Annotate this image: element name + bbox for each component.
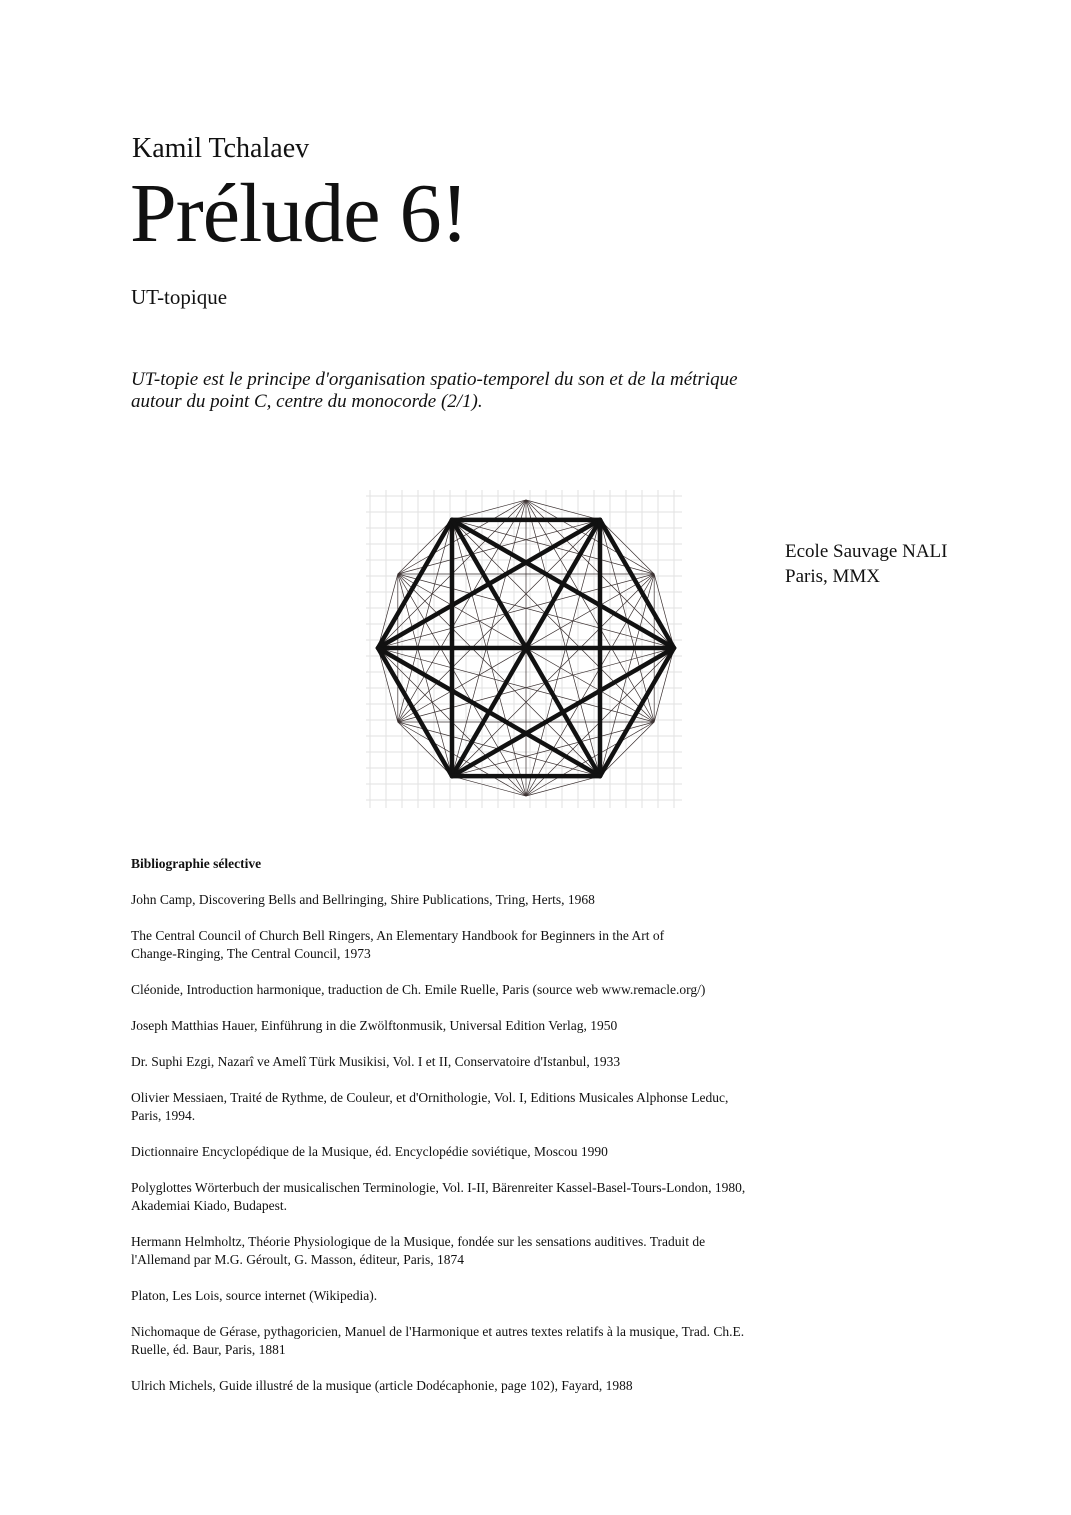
bibliography-entry bbox=[131, 1377, 861, 1395]
bibliography-entry-line: Ulrich Michels, Guide illustré de la musique (article Dodécaphonie, page 102), Fayard, 1988 bbox=[131, 1378, 633, 1393]
intro-line: UT-topie est le principe d'organisation spatio-temporel du son et de la métrique bbox=[131, 369, 738, 390]
bibliography-entry bbox=[131, 1053, 861, 1071]
school-place-date: Paris, MMX bbox=[785, 566, 881, 587]
page-title: Prélude 6! bbox=[130, 167, 468, 260]
bibliography-entry-line: Cléonide, Introduction harmonique, traduction de Ch. Emile Ruelle, Paris (source web www.remacle.org/) bbox=[131, 982, 706, 997]
school-name: Ecole Sauvage NALI bbox=[785, 541, 948, 562]
bibliography-entry bbox=[131, 1323, 861, 1359]
bibliography-entry-line: Akademiai Kiado, Budapest. bbox=[131, 1198, 287, 1213]
bibliography-entry bbox=[131, 891, 861, 909]
bibliography-entry-line: The Central Council of Church Bell Ringers, An Elementary Handbook for Beginners in the Art of bbox=[131, 928, 665, 943]
thin-chord bbox=[526, 776, 600, 796]
bibliography-entry bbox=[131, 1233, 861, 1269]
bibliography-heading: Bibliographie sélective bbox=[131, 856, 262, 871]
bibliography-entry-line: Hermann Helmholtz, Théorie Physiologique de la Musique, fondée sur les sensations auditives. Traduit de bbox=[131, 1234, 706, 1249]
author-name: Kamil Tchalaev bbox=[132, 133, 310, 164]
intro-text bbox=[131, 369, 851, 413]
subtitle: UT-topique bbox=[131, 285, 228, 309]
school-info bbox=[785, 539, 948, 589]
bibliography-entry bbox=[131, 1143, 861, 1161]
bibliography-entry-line: Ruelle, éd. Baur, Paris, 1881 bbox=[131, 1342, 286, 1357]
bibliography-entry bbox=[131, 1179, 861, 1215]
bibliography-entry bbox=[131, 927, 861, 963]
bibliography-entry-line: Olivier Messiaen, Traité de Rythme, de Couleur, et d'Ornithologie, Vol. I, Editions Musicales Alphonse Leduc, bbox=[131, 1090, 729, 1105]
bibliography-entry bbox=[131, 1089, 861, 1125]
bibliography-entry bbox=[131, 981, 861, 999]
bibliography-entry-line: Dictionnaire Encyclopédique de la Musique, éd. Encyclopédie soviétique, Moscou 1990 bbox=[131, 1144, 608, 1159]
bibliography-entry-line: Platon, Les Lois, source internet (Wikipedia). bbox=[131, 1288, 378, 1303]
thin-chord bbox=[526, 500, 600, 520]
bibliography-entry-line: Polyglottes Wörterbuch der musicalischen Terminologie, Vol. I-II, Bärenreiter Kassel-Basel-Tours-London, 1980, bbox=[131, 1180, 746, 1195]
thin-chord bbox=[452, 776, 526, 796]
thin-chord bbox=[452, 500, 526, 520]
bibliography-entry-line: Nichomaque de Gérase, pythagoricien, Manuel de l'Harmonique et autres textes relatifs à la musique, Trad. Ch.E. bbox=[131, 1324, 745, 1339]
bibliography-entry bbox=[131, 1287, 861, 1305]
bibliography-entry-line: Change-Ringing, The Central Council, 1973 bbox=[131, 946, 371, 961]
bibliography bbox=[131, 855, 861, 1413]
bibliography-entry-line: Dr. Suphi Ezgi, Nazarî ve Amelî Türk Musikisi, Vol. I et II, Conservatoire d'Istanbul, 1933 bbox=[131, 1054, 621, 1069]
bibliography-entry-line: Joseph Matthias Hauer, Einführung in die Zwölftonmusik, Universal Edition Verlag, 1950 bbox=[131, 1018, 618, 1033]
bibliography-entry-line: l'Allemand par M.G. Géroult, G. Masson, éditeur, Paris, 1874 bbox=[131, 1252, 464, 1267]
intro-line: autour du point C, centre du monocorde (2/1). bbox=[131, 391, 483, 412]
bibliography-entry-line: John Camp, Discovering Bells and Bellringing, Shire Publications, Tring, Herts, 1968 bbox=[131, 892, 595, 907]
dodecagon-diagram bbox=[366, 490, 682, 808]
bibliography-entry-line: Paris, 1994. bbox=[131, 1108, 196, 1123]
bibliography-entry bbox=[131, 1017, 861, 1035]
